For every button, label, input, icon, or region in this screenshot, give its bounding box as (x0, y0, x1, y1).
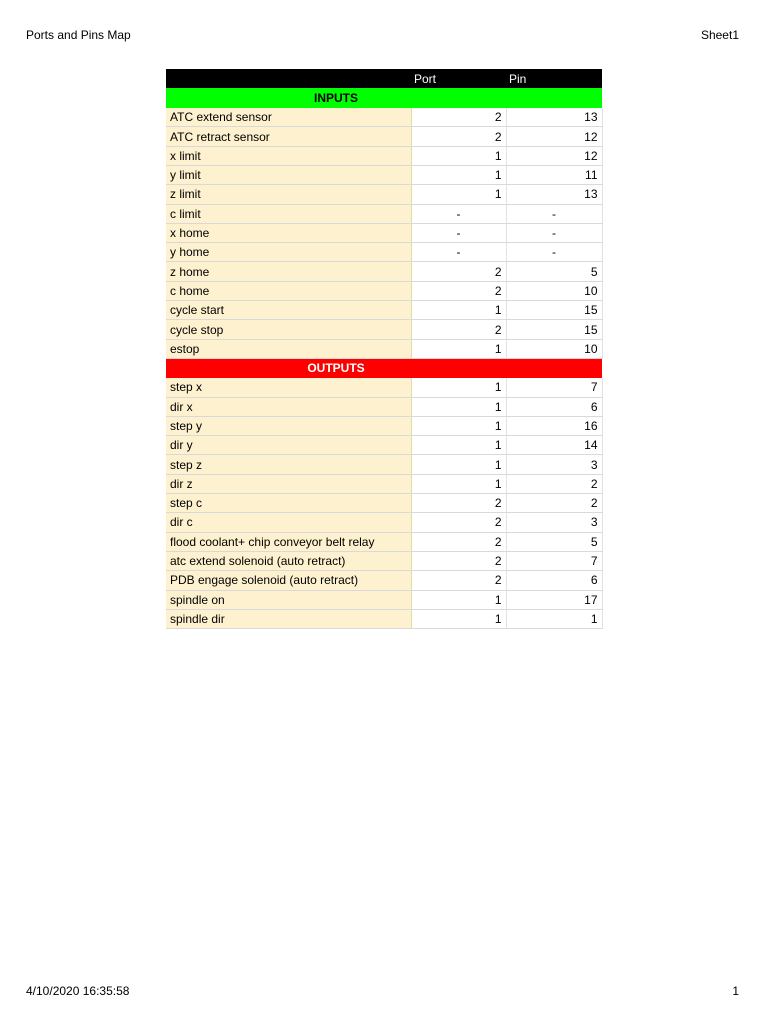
signal-name: ATC extend sensor (166, 108, 411, 127)
pin-value: 3 (506, 513, 602, 532)
pin-value: 7 (506, 551, 602, 570)
pin-value: 17 (506, 590, 602, 609)
table-row (166, 223, 602, 242)
signal-name: y home (166, 243, 411, 262)
table-row (166, 571, 602, 590)
table-row (166, 609, 602, 628)
signal-name: step y (166, 416, 411, 435)
signal-name: c limit (166, 204, 411, 223)
signal-name: y limit (166, 165, 411, 184)
signal-name: dir z (166, 474, 411, 493)
signal-name: z limit (166, 185, 411, 204)
pin-value: 5 (506, 532, 602, 551)
header-port: Port (411, 69, 506, 88)
signal-name: step x (166, 378, 411, 397)
header-pin: Pin (506, 69, 602, 88)
port-value: 2 (411, 127, 506, 146)
port-value: - (411, 223, 506, 242)
port-value: 1 (411, 455, 506, 474)
pin-value: 13 (506, 108, 602, 127)
pin-value: 6 (506, 571, 602, 590)
table-row (166, 262, 602, 281)
table-row (166, 320, 602, 339)
signal-name: step c (166, 494, 411, 513)
table-row (166, 397, 602, 416)
port-value: 2 (411, 532, 506, 551)
pin-value: - (506, 223, 602, 242)
port-value: 1 (411, 378, 506, 397)
pin-value: 1 (506, 609, 602, 628)
pin-value: 13 (506, 185, 602, 204)
pin-value: 12 (506, 127, 602, 146)
pin-value: 10 (506, 339, 602, 358)
signal-name: dir x (166, 397, 411, 416)
inputs-section-fill (506, 88, 602, 107)
outputs-section-row (166, 358, 602, 377)
pin-value: 3 (506, 455, 602, 474)
port-value: 2 (411, 320, 506, 339)
port-value: 1 (411, 474, 506, 493)
port-value: 1 (411, 416, 506, 435)
signal-name: cycle stop (166, 320, 411, 339)
outputs-section-fill (506, 358, 602, 377)
pin-value: 16 (506, 416, 602, 435)
signal-name: spindle dir (166, 609, 411, 628)
table-row (166, 532, 602, 551)
pin-value: 11 (506, 165, 602, 184)
pin-value: 7 (506, 378, 602, 397)
table-row (166, 590, 602, 609)
signal-name: step z (166, 455, 411, 474)
table-row (166, 281, 602, 300)
table-row (166, 378, 602, 397)
table-body (166, 88, 602, 628)
table-row (166, 339, 602, 358)
port-value: 1 (411, 397, 506, 416)
table-row (166, 474, 602, 493)
table-row (166, 165, 602, 184)
signal-name: c home (166, 281, 411, 300)
port-value: 2 (411, 571, 506, 590)
pin-value: 15 (506, 320, 602, 339)
table-row (166, 243, 602, 262)
table-row (166, 551, 602, 570)
signal-name: PDB engage solenoid (auto retract) (166, 571, 411, 590)
table-header-row (166, 69, 602, 88)
signal-name: cycle start (166, 301, 411, 320)
port-value: - (411, 243, 506, 262)
pin-value: 2 (506, 474, 602, 493)
port-value: 2 (411, 513, 506, 532)
print-timestamp: 4/10/2020 16:35:58 (26, 984, 130, 998)
signal-name: dir c (166, 513, 411, 532)
port-value: 2 (411, 108, 506, 127)
port-value: 1 (411, 436, 506, 455)
table-row (166, 301, 602, 320)
port-value: 1 (411, 609, 506, 628)
table-row (166, 416, 602, 435)
ports-pins-table (166, 69, 603, 629)
table-row (166, 436, 602, 455)
pin-value: 2 (506, 494, 602, 513)
document-title: Ports and Pins Map (26, 28, 131, 42)
port-value: - (411, 204, 506, 223)
table-row (166, 146, 602, 165)
port-value: 1 (411, 185, 506, 204)
table-row (166, 494, 602, 513)
table-row (166, 513, 602, 532)
table-row (166, 127, 602, 146)
signal-name: x limit (166, 146, 411, 165)
port-value: 2 (411, 262, 506, 281)
signal-name: x home (166, 223, 411, 242)
pin-value: 6 (506, 397, 602, 416)
signal-name: spindle on (166, 590, 411, 609)
pin-value: 5 (506, 262, 602, 281)
pin-value: 10 (506, 281, 602, 300)
signal-name: dir y (166, 436, 411, 455)
port-value: 1 (411, 165, 506, 184)
signal-name: estop (166, 339, 411, 358)
pin-value: 15 (506, 301, 602, 320)
port-value: 2 (411, 551, 506, 570)
port-value: 1 (411, 146, 506, 165)
pin-value: - (506, 204, 602, 223)
signal-name: atc extend solenoid (auto retract) (166, 551, 411, 570)
table-row (166, 204, 602, 223)
port-value: 1 (411, 590, 506, 609)
table-row (166, 455, 602, 474)
header-name-cell (166, 69, 411, 88)
pin-value: - (506, 243, 602, 262)
port-value: 1 (411, 301, 506, 320)
port-value: 2 (411, 281, 506, 300)
port-value: 2 (411, 494, 506, 513)
page-number: 1 (732, 984, 739, 998)
table-row (166, 108, 602, 127)
table-row (166, 185, 602, 204)
pin-value: 12 (506, 146, 602, 165)
sheet-name: Sheet1 (700, 28, 739, 42)
signal-name: z home (166, 262, 411, 281)
pin-value: 14 (506, 436, 602, 455)
outputs-section-label: OUTPUTS (166, 358, 506, 377)
inputs-section-row (166, 88, 602, 107)
signal-name: ATC retract sensor (166, 127, 411, 146)
signal-name: flood coolant+ chip conveyor belt relay (166, 532, 411, 551)
port-value: 1 (411, 339, 506, 358)
inputs-section-label: INPUTS (166, 88, 506, 107)
